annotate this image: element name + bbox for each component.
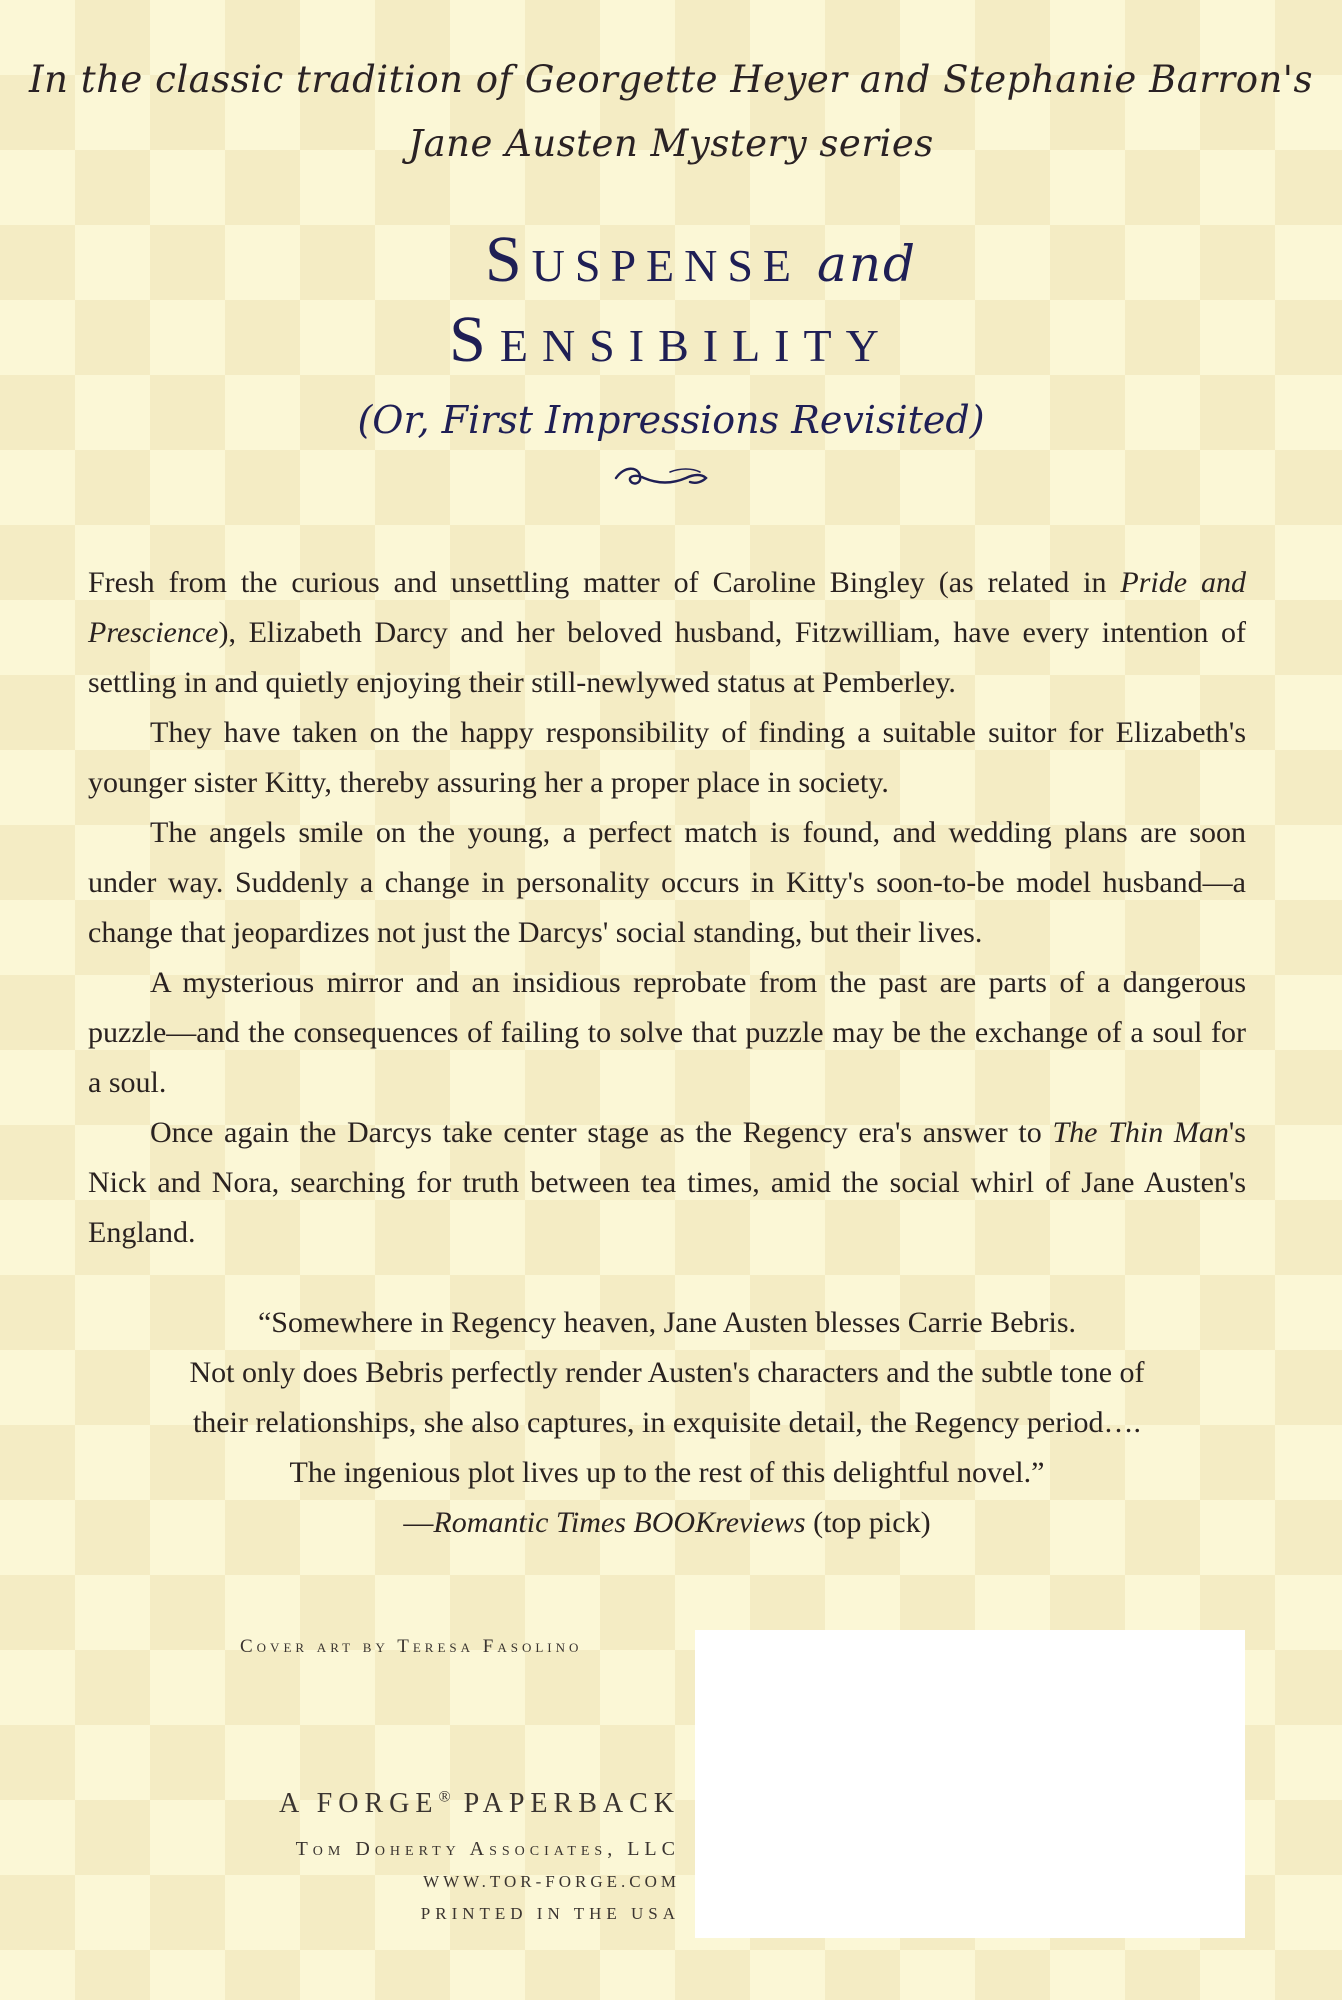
review-quote bbox=[88, 1298, 1246, 1548]
tagline-line-1: In the classic tradition of Georgette Heyer and Stephanie Barron's bbox=[29, 58, 1313, 101]
flourish-ornament-icon bbox=[610, 462, 710, 492]
cover-art-credit: Cover art by Teresa Fasolino bbox=[240, 1636, 583, 1657]
review-line-3: their relationships, she also captures, in exquisite detail, the Regency period…. bbox=[192, 1406, 1142, 1439]
publisher-company: Tom Doherty Associates, LLC bbox=[295, 1838, 680, 1860]
description-paragraph-4: A mysterious mirror and an insidious reprobate from the past are parts of a dangerous puzzle—and the consequences of failing to solve that puzzle may be the exchange of a soul for a soul. bbox=[88, 966, 1246, 1099]
review-line-2: Not only does Bebris perfectly render Austen's characters and the subtle tone of bbox=[189, 1356, 1145, 1389]
film-title-reference: The Thin Man bbox=[1052, 1116, 1229, 1149]
description-paragraph-3: The angels smile on the young, a perfect match is found, and wedding plans are soon under way. Suddenly a change in personality occurs in Kitty's soon-to-be model husband—a change that jeopardizes not just the Darcys' social standing, but their lives. bbox=[88, 816, 1246, 949]
description-paragraph-1: Fresh from the curious and unsettling matter of Caroline Bingley (as related in Pride and Prescience), Elizabeth Darcy and her beloved husband, Fitzwilliam, have every intention of settling in and quietly enjoying their still-newlywed status at Pemberley. bbox=[88, 566, 1246, 699]
book-title-reference: Pride and Prescience bbox=[88, 566, 1246, 649]
review-line-4: The ingenious plot lives up to the rest of this delightful novel.” bbox=[289, 1456, 1045, 1489]
review-source: —Romantic Times BOOKreviews (top pick) bbox=[403, 1506, 931, 1539]
description-paragraph-5: Once again the Darcys take center stage as the Regency era's answer to The Thin Man's Nick and Nora, searching for truth between tea times, amid the social whirl of Jane Austen's England. bbox=[88, 1116, 1246, 1249]
tagline-line-2: Jane Austen Mystery series bbox=[408, 122, 934, 165]
publisher-website: WWW.TOR-FORGE.COM bbox=[423, 1872, 680, 1891]
printed-in: PRINTED IN THE USA bbox=[420, 1904, 680, 1923]
title-word-and: and bbox=[817, 235, 918, 293]
title-word-suspense: Suspense bbox=[484, 223, 802, 296]
barcode-area bbox=[695, 1630, 1245, 1938]
imprint: A FORGE® PAPERBACK bbox=[279, 1788, 680, 1819]
registered-mark-icon: ® bbox=[438, 1788, 451, 1806]
title-line-1 bbox=[0, 222, 1342, 298]
description bbox=[88, 558, 1246, 1258]
description-paragraph-2: They have taken on the happy responsibility of finding a suitable suitor for Elizabeth's younger sister Kitty, thereby assuring her a proper place in society. bbox=[88, 716, 1246, 799]
subtitle: (Or, First Impressions Revisited) bbox=[357, 398, 985, 442]
title-word-sensibility: Sensibility bbox=[449, 303, 893, 376]
review-line-1: “Somewhere in Regency heaven, Jane Austen blesses Carrie Bebris. bbox=[257, 1306, 1077, 1339]
